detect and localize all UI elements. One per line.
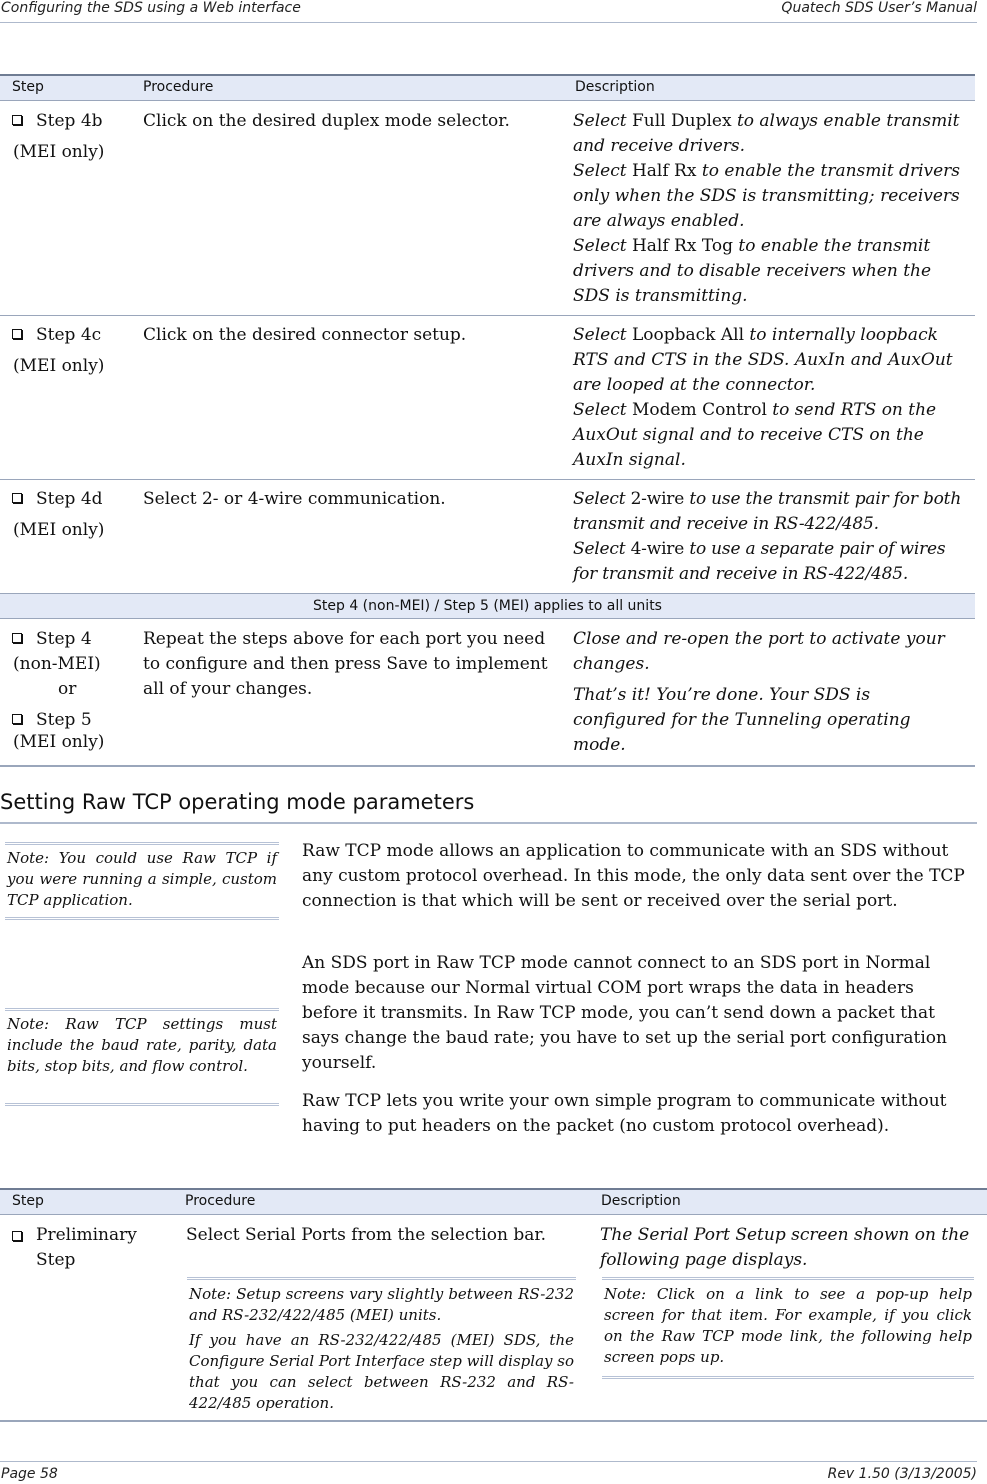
checkbox-icon — [12, 1231, 22, 1241]
step-4c: Step 4c (MEI only) — [13, 325, 105, 376]
checkbox-icon — [12, 329, 22, 339]
side-note-custom-tcp: Note: You could use Raw TCP if you were running a simple, custom TCP application. — [5, 842, 279, 920]
col-step: Step — [12, 79, 44, 95]
row-divider — [0, 479, 975, 480]
side-note-settings: Note: Raw TCP settings must include the baud rate, parity, data bits, stop bits, and flow control. — [5, 1008, 279, 1106]
page-footer — [0, 1461, 977, 1484]
description-note: Note: Click on a link to see a pop-up help screen for that item. For example, if you click on the Raw TCP mode link, the following help screen pops up. — [602, 1277, 974, 1379]
procedure-final: Repeat the steps above for each port you need to configure and then press Save to implement all of your changes. — [143, 629, 548, 699]
col-procedure: Procedure — [185, 1193, 256, 1209]
description-final: Close and re-open the port to activate your changes. That’s it! You’re done. Your SDS is configured for the Tunneling operating mode. — [573, 629, 945, 755]
page-number: Page 58 — [1, 1466, 58, 1482]
table2-header — [0, 1188, 987, 1215]
checkbox-icon — [12, 714, 22, 724]
applies-all-units-row: Step 4 (non-MEI) / Step 5 (MEI) applies to all units — [0, 593, 975, 619]
col-description: Description — [601, 1193, 681, 1209]
checkbox-icon — [12, 633, 22, 643]
checkbox-icon — [12, 493, 22, 503]
col-description: Description — [575, 79, 655, 95]
paragraph-intro: Raw TCP mode allows an application to communicate with an SDS without any custom protocol overhead. In this mode, the only data sent over the TCP connection is that which will be sent or received over the serial port. — [302, 841, 965, 911]
row-divider — [0, 315, 975, 316]
step-4b: Step 4b (MEI only) — [13, 111, 105, 162]
procedure-preliminary: Select Serial Ports from the selection bar. — [186, 1225, 547, 1245]
paragraph-normal-mode: An SDS port in Raw TCP mode cannot connect to an SDS port in Normal mode because our Normal virtual COM port wraps the data in headers before it transmits. In Raw TCP mode, you can’t send down a packet that says change the baud rate; you have to set up the serial port configuration yourself. — [302, 953, 947, 1073]
header-manual: Quatech SDS User’s Manual — [781, 0, 977, 16]
step-preliminary: Preliminary Step — [12, 1223, 177, 1273]
checkbox-icon — [12, 115, 22, 125]
page-header — [0, 0, 977, 23]
section-title: Setting Raw TCP operating mode parameters — [0, 790, 977, 824]
header-chapter: Configuring the SDS using a Web interface — [1, 0, 301, 16]
description-4d: Select 2-wire to use the transmit pair for both transmit and receive in RS-422/485. Select 4-wire to use a separate pair of wires for transmit and receive in RS-422/485. — [573, 489, 962, 584]
table1-header — [0, 74, 975, 101]
procedure-4c: Click on the desired connector setup. — [143, 325, 467, 345]
paragraph-simple-program: Raw TCP lets you write your own simple program to communicate without having to put headers on the packet (no custom protocol overhead). — [302, 1091, 947, 1136]
description-preliminary: The Serial Port Setup screen shown on the following page displays. — [600, 1225, 970, 1270]
procedure-4b: Click on the desired duplex mode selector. — [143, 111, 510, 131]
revision: Rev 1.50 (3/13/2005) — [827, 1466, 977, 1482]
step-final: Step 4 (non-MEI) or Step 5 (MEI only) — [13, 629, 105, 752]
col-procedure: Procedure — [143, 79, 214, 95]
table2-bottom — [0, 1420, 987, 1422]
step-4d: Step 4d (MEI only) — [13, 489, 105, 540]
procedure-note: Note: Setup screens vary slightly between RS-232 and RS-232/422/485 (MEI) units. If you have an RS-232/422/485 (MEI) SDS, the Configure Serial Port Interface step will display so that you can select between RS-232 and RS-422/485 operation. — [187, 1277, 576, 1423]
col-step: Step — [12, 1193, 44, 1209]
description-4c: Select Loopback All to internally loopback RTS and CTS in the SDS. AuxIn and AuxOut are looped at the connector. Select Modem Control to send RTS on the AuxOut signal and to receive CTS on the AuxIn signal. — [573, 325, 953, 470]
procedure-4d: Select 2- or 4-wire communication. — [143, 489, 446, 509]
description-4b: Select Full Duplex to always enable transmit and receive drivers. Select Half Rx to enable the transmit drivers only when the SDS is transmitting; receivers are always enabled. Select Half Rx Tog to enable the transmit drivers and to disable receivers when the SDS is transmitting. — [573, 111, 961, 306]
table1-bottom — [0, 765, 975, 767]
